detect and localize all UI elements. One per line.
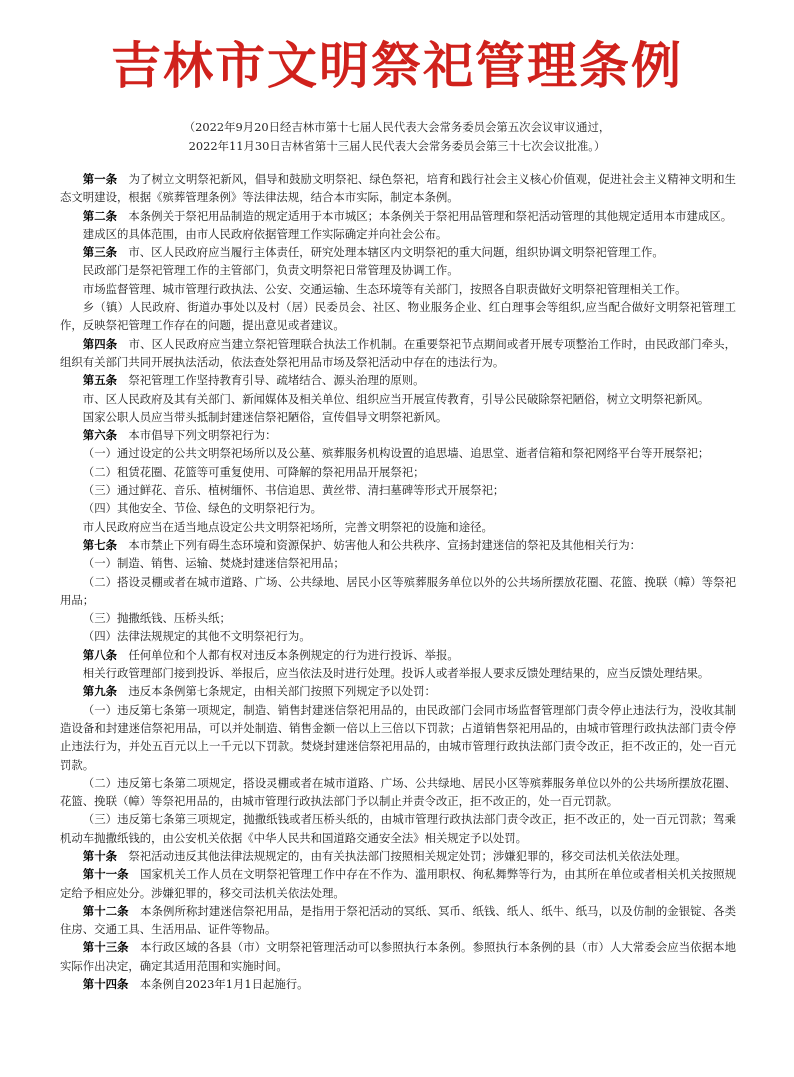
article-text: 民政部门是祭祀管理工作的主管部门，负责文明祭祀日常管理及协调工作。 bbox=[82, 263, 459, 278]
article-paragraph bbox=[60, 243, 736, 261]
article-number: 第八条 bbox=[82, 647, 117, 662]
article-paragraph bbox=[60, 170, 736, 207]
article-paragraph bbox=[60, 664, 736, 682]
article-paragraph bbox=[60, 975, 736, 993]
article-number: 第一条 bbox=[82, 172, 118, 186]
article-text: （二）违反第七条第二项规定，搭设灵棚或者在城市道路、广场、公共绿地、居民小区等殡葬服务单位以外的公共场所摆放花圈、花篮、挽联（幛）等祭祀用品的，由城市管理行政执法部门予以制止并责令改正，拒不改正的，处一百元罚款。 bbox=[60, 775, 736, 809]
article-text: （三）通过鲜花、音乐、植树缅怀、书信追思、黄丝带、清扫墓碑等形式开展祭祀； bbox=[82, 483, 505, 498]
article-text: 本条例关于祭祀用品制造的规定适用于本市城区；本条例关于祭祀用品管理和祭祀活动管理的其他规定适用本市建成区。 bbox=[128, 208, 733, 223]
article-paragraph bbox=[60, 371, 736, 389]
article-paragraph bbox=[60, 865, 736, 902]
article-paragraph bbox=[60, 902, 736, 939]
article-paragraph bbox=[60, 627, 736, 645]
article-text: （一）制造、销售、运输、焚烧封建迷信祭祀用品； bbox=[82, 556, 345, 571]
article-number: 第四条 bbox=[82, 336, 118, 351]
article-text: 本条例所称封建迷信祭祀用品，是指用于祭祀活动的冥纸、冥币、纸钱、纸人、纸牛、纸马，以及仿制的金银锭、各类住房、交通工具、生活用品、证件等物品。 bbox=[60, 903, 736, 937]
article-paragraph bbox=[60, 774, 736, 811]
article-number: 第十条 bbox=[82, 848, 117, 863]
article-text: 市人民政府应当在适当地点设定公共文明祭祀场所，完善文明祭祀的设施和途径。 bbox=[82, 519, 493, 534]
article-number: 第二条 bbox=[82, 208, 117, 223]
article-paragraph bbox=[60, 536, 736, 554]
article-paragraph bbox=[60, 463, 736, 481]
article-text: 本行政区域的各县（市）文明祭祀管理活动可以参照执行本条例。参照执行本条例的县（市）人大常委会应当依据本地实际作出决定，确定其适用范围和实施时间。 bbox=[60, 940, 736, 973]
approval-note-line-2: 2022年11月30日吉林省第十三届人民代表大会常务委员会第三十七次会议批准。） bbox=[188, 139, 606, 153]
article-number: 第五条 bbox=[82, 373, 117, 388]
article-text: （三）抛撒纸钱、压桥头纸； bbox=[82, 611, 231, 626]
article-paragraph bbox=[60, 518, 736, 536]
article-text: 市、区人民政府应当履行主体责任，研究处理本辖区内文明祭祀的重大问题，组织协调文明祭祀管理工作。 bbox=[128, 245, 664, 260]
article-text: （四）法律法规规定的其他不文明祭祀行为。 bbox=[82, 629, 311, 644]
article-number: 第六条 bbox=[82, 428, 117, 443]
article-paragraph bbox=[60, 298, 736, 335]
article-paragraph bbox=[60, 573, 736, 610]
article-text: 国家公职人员应当带头抵制封建迷信祭祀陋俗，宣传倡导文明祭祀新风。 bbox=[82, 409, 448, 424]
article-text: 任何单位和个人都有权对违反本条例规定的行为进行投诉、举报。 bbox=[128, 647, 459, 662]
article-paragraph bbox=[60, 444, 736, 462]
approval-note-line-1: （2022年9月20日经吉林市第十七届人民代表大会常务委员会第五次会议审议通过， bbox=[183, 120, 611, 134]
article-text: （一）违反第七条第一项规定，制造、销售封建迷信祭祀用品的，由民政部门会同市场监督管理部门责令停止违法行为，没收其制造设备和封建迷信祭祀用品，可以并处制造、销售金额一倍以上三倍以下罚款；占道销售祭祀用品的，由城市管理行政执法部门责令停止违法行为，并处五百元以上一千元以下罚款。焚烧封建迷信祭祀用品的，由城市管理行政执法部门责令改正，拒不改正的，处一百元罚款。 bbox=[60, 702, 736, 772]
article-text: 本市禁止下列有碍生态环境和资源保护、妨害他人和公共秩序、宣扬封建迷信的祭祀及其他相关行为： bbox=[128, 537, 641, 552]
article-text: （二）租赁花圈、花篮等可重复使用、可降解的祭祀用品开展祭祀； bbox=[82, 464, 425, 479]
article-text: 违反本条例第七条规定，由相关部门按照下列规定予以处罚： bbox=[128, 684, 436, 699]
article-paragraph bbox=[60, 682, 736, 700]
article-paragraph bbox=[60, 408, 736, 426]
document-title: 吉林市文明祭祀管理条例 bbox=[111, 36, 683, 95]
article-paragraph bbox=[60, 499, 736, 517]
article-text: （三）违反第七条第三项规定，抛撒纸钱或者压桥头纸的，由城市管理行政执法部门责令改正，拒不改正的，处一百元罚款；驾乘机动车抛撒纸钱的，由公安机关依据《中华人民共和国道路交通安全法》相关规定予以处罚。 bbox=[60, 812, 736, 845]
article-paragraph bbox=[60, 207, 736, 225]
article-paragraph bbox=[60, 609, 736, 627]
article-text: 市、区人民政府应当建立祭祀管理联合执法工作机制。在重要祭祀节点期间或者开展专项整治工作时，由民政部门牵头，组织有关部门共同开展执法活动，依法查处祭祀用品市场及祭祀活动中存在的违法行为。 bbox=[60, 336, 736, 369]
article-text: 本条例自2023年1月1日起施行。 bbox=[139, 977, 309, 992]
article-number: 第九条 bbox=[82, 684, 117, 699]
article-paragraph bbox=[60, 280, 736, 298]
article-paragraph bbox=[60, 847, 736, 865]
article-text: （一）通过设定的公共文明祭祀场所以及公墓、殡葬服务机构设置的追思墙、追思堂、逝者信箱和祭祀网络平台等开展祭祀； bbox=[82, 446, 710, 461]
article-paragraph bbox=[60, 481, 736, 499]
article-paragraph bbox=[60, 261, 736, 279]
article-number: 第十三条 bbox=[82, 940, 129, 955]
article-paragraph bbox=[60, 701, 736, 774]
article-paragraph bbox=[60, 810, 736, 847]
article-number: 第十一条 bbox=[82, 867, 129, 882]
article-text: 相关行政管理部门接到投诉、举报后，应当依法及时进行处理。投诉人或者举报人要求反馈处理结果的，应当反馈处理结果。 bbox=[82, 666, 710, 681]
article-number: 第三条 bbox=[82, 245, 117, 260]
article-number: 第十四条 bbox=[82, 977, 129, 992]
article-text: 市、区人民政府及其有关部门、新闻媒体及相关单位、组织应当开展宣传教育，引导公民破除祭祀陋俗，树立文明祭祀新风。 bbox=[82, 391, 710, 406]
article-text: 国家机关工作人员在文明祭祀管理工作中存在不作为、滥用职权、徇私舞弊等行为，由其所在单位或者相关机关按照规定给予相应处分。涉嫌犯罪的，移交司法机关依法处理。 bbox=[60, 867, 736, 900]
article-paragraph bbox=[60, 335, 736, 372]
article-text: （二）搭设灵棚或者在城市道路、广场、公共绿地、居民小区等殡葬服务单位以外的公共场所摆放花圈、花篮、挽联（幛）等祭祀用品； bbox=[60, 574, 736, 607]
article-number: 第十二条 bbox=[82, 903, 129, 918]
article-number: 第七条 bbox=[82, 537, 117, 552]
article-text: 祭祀管理工作坚持教育引导、疏堵结合、源头治理的原则。 bbox=[128, 373, 425, 388]
article-text: 祭祀活动违反其他法律法规规定的，由有关执法部门按照相关规定处罚；涉嫌犯罪的，移交司法机关依法处理。 bbox=[128, 848, 687, 863]
article-paragraph bbox=[60, 554, 736, 572]
article-text: 乡（镇）人民政府、街道办事处以及村（居）民委员会、社区、物业服务企业、红白理事会等组织,应当配合做好文明祭祀管理工作，反映祭祀管理工作存在的问题，提出意见或者建议。 bbox=[60, 300, 736, 333]
article-text: （四）其他安全、节俭、绿色的文明祭祀行为。 bbox=[82, 501, 323, 516]
regulation-body bbox=[60, 170, 736, 993]
article-text: 建成区的具体范围，由市人民政府依据管理工作实际确定并向社会公布。 bbox=[82, 226, 448, 241]
article-text: 市场监督管理、城市管理行政执法、公安、交通运输、生态环境等有关部门，按照各自职责做好文明祭祀管理相关工作。 bbox=[82, 281, 687, 296]
article-paragraph bbox=[60, 938, 736, 975]
article-paragraph bbox=[60, 390, 736, 408]
article-text: 为了树立文明祭祀新风，倡导和鼓励文明祭祀、绿色祭祀，培育和践行社会主义核心价值观，促进社会主义精神文明和生态文明建设，根据《殡葬管理条例》等法律法规，结合本市实际，制定本条例。 bbox=[60, 172, 736, 205]
article-text: 本市倡导下列文明祭祀行为： bbox=[128, 428, 277, 443]
article-paragraph bbox=[60, 225, 736, 243]
article-paragraph bbox=[60, 426, 736, 444]
article-paragraph bbox=[60, 646, 736, 664]
